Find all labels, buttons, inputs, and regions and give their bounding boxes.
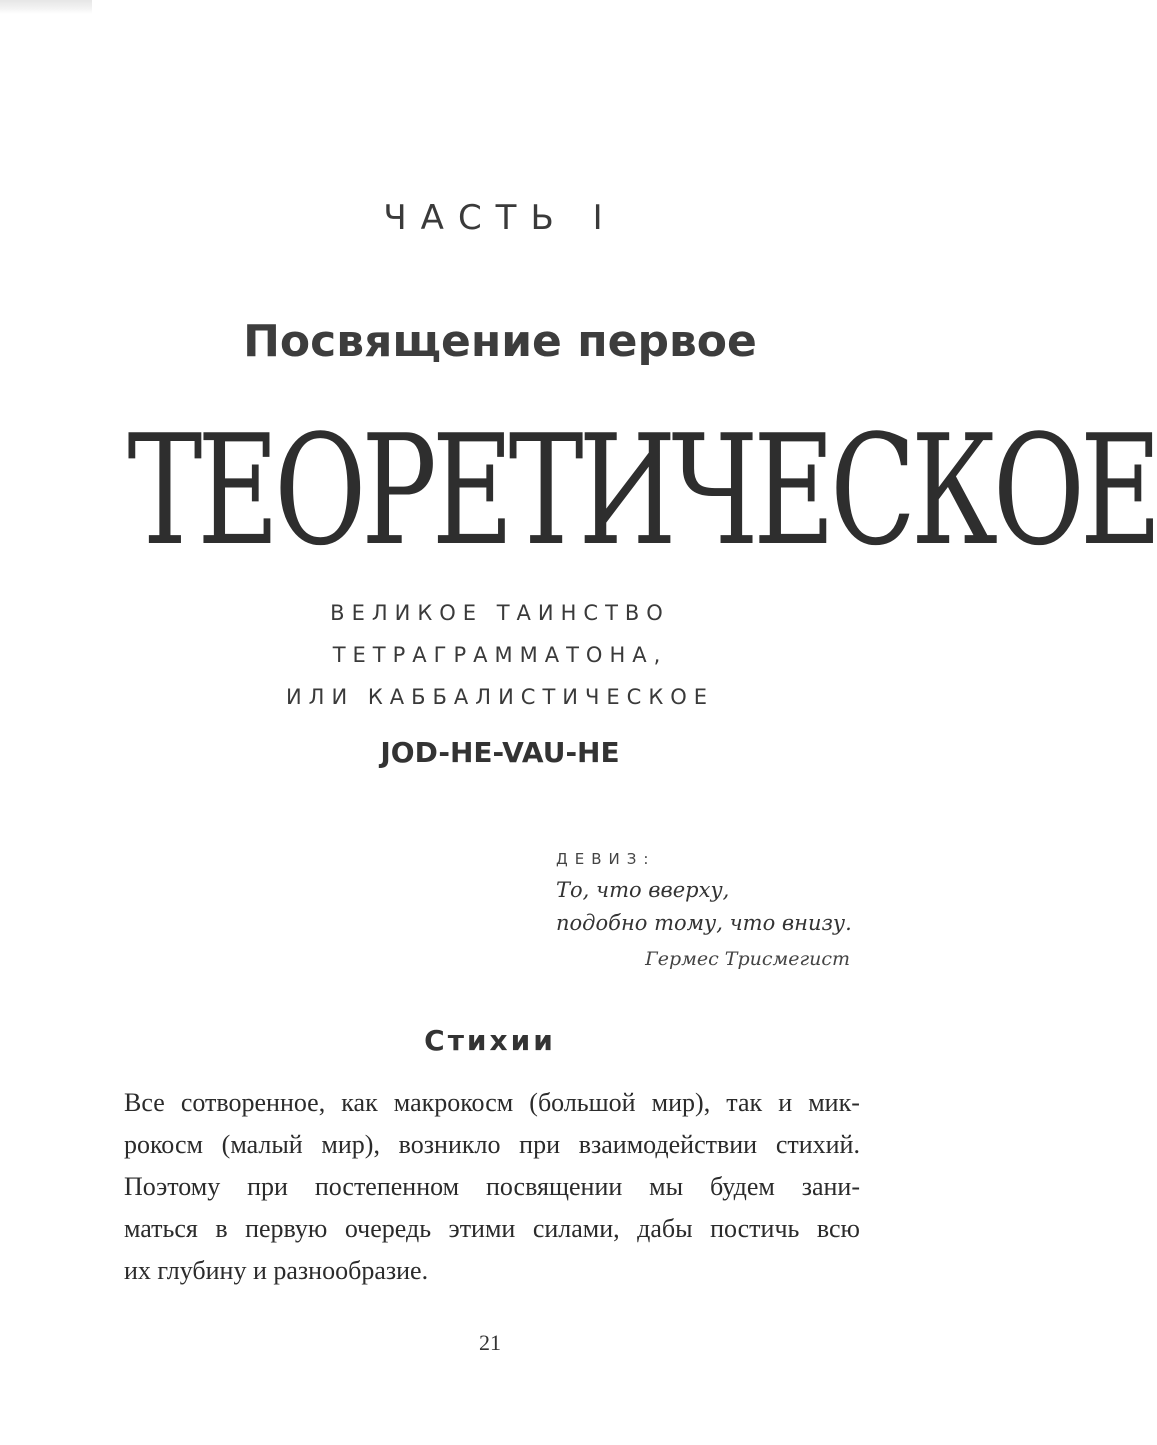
word: будем bbox=[709, 1172, 775, 1201]
paragraph-line bbox=[124, 1208, 860, 1250]
subtitle-line: ВЕЛИКОЕ ТАИНСТВО bbox=[330, 601, 670, 625]
motto-line: То, что вверху, bbox=[556, 878, 730, 902]
word: этими bbox=[448, 1214, 516, 1243]
word: сотворенное, bbox=[180, 1088, 326, 1117]
word: посвящении bbox=[485, 1172, 623, 1201]
subtitle-block bbox=[0, 592, 1000, 718]
word: возникло bbox=[398, 1130, 501, 1159]
subtitle-line: ИЛИ КАББАЛИСТИЧЕСКОЕ bbox=[285, 685, 715, 709]
part-label: ЧАСТЬ I bbox=[383, 198, 617, 238]
word: маться bbox=[124, 1214, 198, 1243]
word: мир), bbox=[651, 1088, 711, 1117]
word: (большой bbox=[529, 1088, 636, 1117]
body-paragraph bbox=[124, 1082, 860, 1292]
word: мы bbox=[649, 1172, 684, 1201]
word: постичь bbox=[710, 1214, 800, 1243]
word: постепенном bbox=[314, 1172, 460, 1201]
page-number: 21 bbox=[479, 1330, 501, 1355]
scan-corner-mark bbox=[0, 0, 92, 14]
paragraph-line: их глубину и разнообразие. bbox=[124, 1256, 429, 1285]
motto-line: подобно тому, что внизу. bbox=[556, 911, 852, 935]
word: дабы bbox=[637, 1214, 693, 1243]
word: первую bbox=[245, 1214, 328, 1243]
word: как bbox=[341, 1088, 378, 1117]
initiation-title: Посвящение первое bbox=[243, 316, 757, 367]
subtitle-line: ТЕТРАГРАММАТОНА, bbox=[332, 643, 668, 667]
word: так bbox=[726, 1088, 763, 1117]
motto-label: ДЕВИЗ: bbox=[556, 850, 656, 868]
word: силами, bbox=[532, 1214, 620, 1243]
word: Все bbox=[124, 1088, 165, 1117]
word: при bbox=[519, 1130, 560, 1159]
word: всю bbox=[816, 1214, 860, 1243]
word: мик- bbox=[808, 1088, 860, 1117]
word: и bbox=[778, 1088, 793, 1117]
motto-block bbox=[556, 850, 856, 978]
initiation-big-word: ТЕОРЕТИЧЕСКОЕ bbox=[127, 402, 1157, 579]
word: рокосм bbox=[124, 1130, 203, 1159]
section-heading: Стихии bbox=[424, 1024, 556, 1057]
word: в bbox=[215, 1214, 228, 1243]
word: при bbox=[247, 1172, 288, 1201]
word: очередь bbox=[344, 1214, 432, 1243]
word: (малый bbox=[221, 1130, 303, 1159]
word: Поэтому bbox=[124, 1172, 221, 1201]
word: взаимодействии bbox=[578, 1130, 758, 1159]
paragraph-line bbox=[124, 1166, 860, 1208]
word: мир), bbox=[321, 1130, 380, 1159]
tetragrammaton-formula: JOD-HE-VAU-HE bbox=[380, 736, 620, 769]
paragraph-line bbox=[124, 1124, 860, 1166]
word: стихий. bbox=[775, 1130, 860, 1159]
word: макрокосм bbox=[393, 1088, 514, 1117]
paragraph-line bbox=[124, 1082, 860, 1124]
word: зани- bbox=[801, 1172, 860, 1201]
motto-author: Гермес Трисмегист bbox=[645, 948, 850, 970]
